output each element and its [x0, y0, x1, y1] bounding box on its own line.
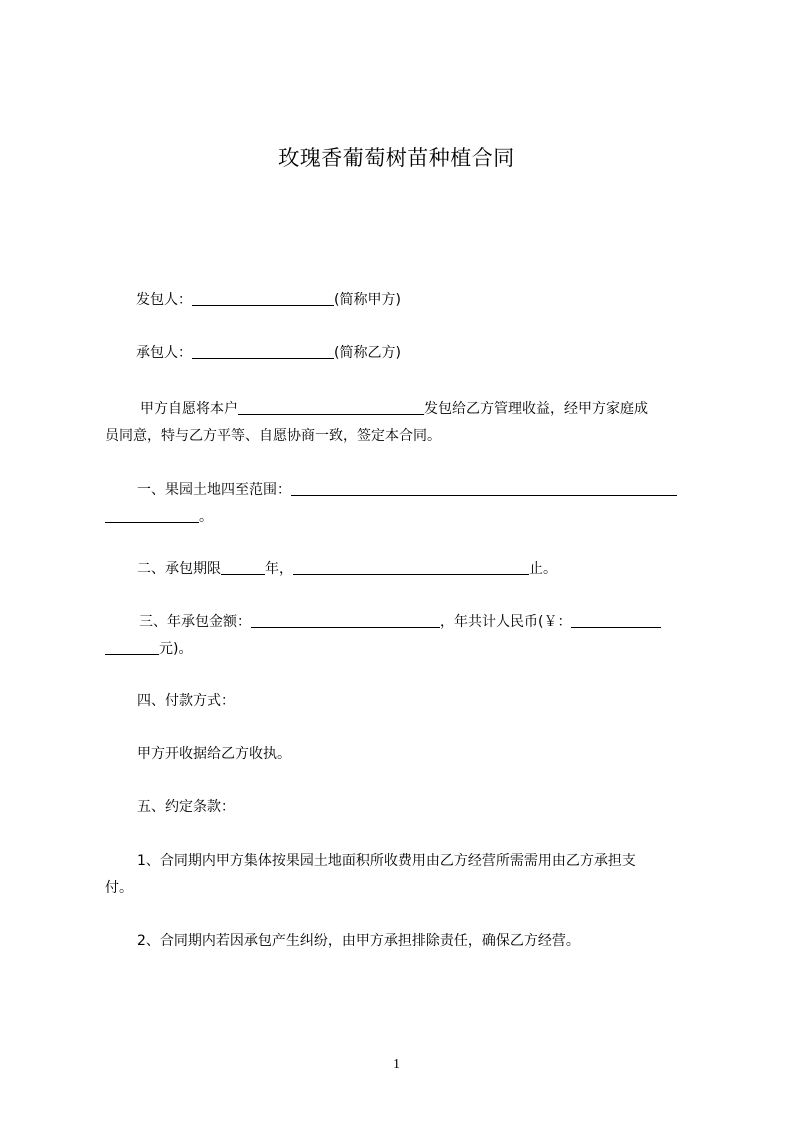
clause-1-line-1	[137, 477, 737, 504]
clause-1-blank-2	[105, 507, 199, 523]
clause-1-end: 。	[199, 509, 213, 525]
clause-2-line	[137, 556, 737, 583]
clause-2-year-blank	[221, 559, 265, 575]
party-a-label: 发包人：	[136, 292, 192, 308]
clause-3-middle: ，年共计人民币(￥：	[440, 614, 572, 630]
clause-3-text: 三、年承包金额：	[139, 614, 251, 630]
clause-3-rmb-blank-2	[105, 639, 159, 655]
document-title: 玫瑰香葡萄树苗种植合同	[278, 146, 515, 170]
clause-5-item-1-line-2: 付。	[105, 880, 133, 896]
clause-2-year: 年，	[265, 561, 293, 577]
party-b-line	[136, 340, 736, 367]
intro-blank	[238, 399, 424, 415]
clause-4-heading: 四、付款方式：	[137, 693, 235, 709]
clause-5-item-2: 2、合同期内若因承包产生纠纷，由甲方承担排除责任，确保乙方经营。	[137, 933, 580, 949]
clause-1-blank-1	[291, 480, 677, 496]
clause-2-date-blank	[293, 559, 529, 575]
intro-line-2: 员同意，特与乙方平等、自愿协商一致，签定本合同。	[105, 428, 441, 444]
clause-3-amount-blank	[251, 612, 440, 628]
clause-3-rmb-blank-1	[571, 612, 661, 628]
clause-3-line-2	[105, 636, 705, 663]
clause-4-content: 甲方开收据给乙方收执。	[137, 746, 291, 762]
party-a-line	[136, 287, 736, 314]
party-a-suffix: (简称甲方)	[334, 292, 401, 308]
party-b-blank	[192, 343, 334, 359]
clause-1-text: 一、果园土地四至范围：	[137, 482, 291, 498]
clause-2-text: 二、承包期限	[137, 561, 221, 577]
clause-5-item-1-line-1: 1、合同期内甲方集体按果园土地面积所收费用由乙方经营所需需用由乙方承担支	[137, 853, 636, 869]
intro-before-blank: 甲方自愿将本户	[140, 401, 238, 417]
clause-5-heading: 五、约定条款：	[137, 799, 235, 815]
clause-2-end: 止。	[529, 561, 557, 577]
clause-1-line-2	[105, 504, 705, 531]
party-b-label: 承包人：	[136, 345, 192, 361]
intro-line-1	[140, 396, 740, 423]
intro-after-blank: 发包给乙方管理收益，经甲方家庭成	[424, 401, 648, 417]
page-number: 1	[393, 1057, 400, 1072]
clause-3-end: 元)。	[159, 641, 193, 657]
party-b-suffix: (简称乙方)	[334, 345, 401, 361]
party-a-blank	[192, 290, 334, 306]
clause-3-line-1	[139, 609, 739, 636]
